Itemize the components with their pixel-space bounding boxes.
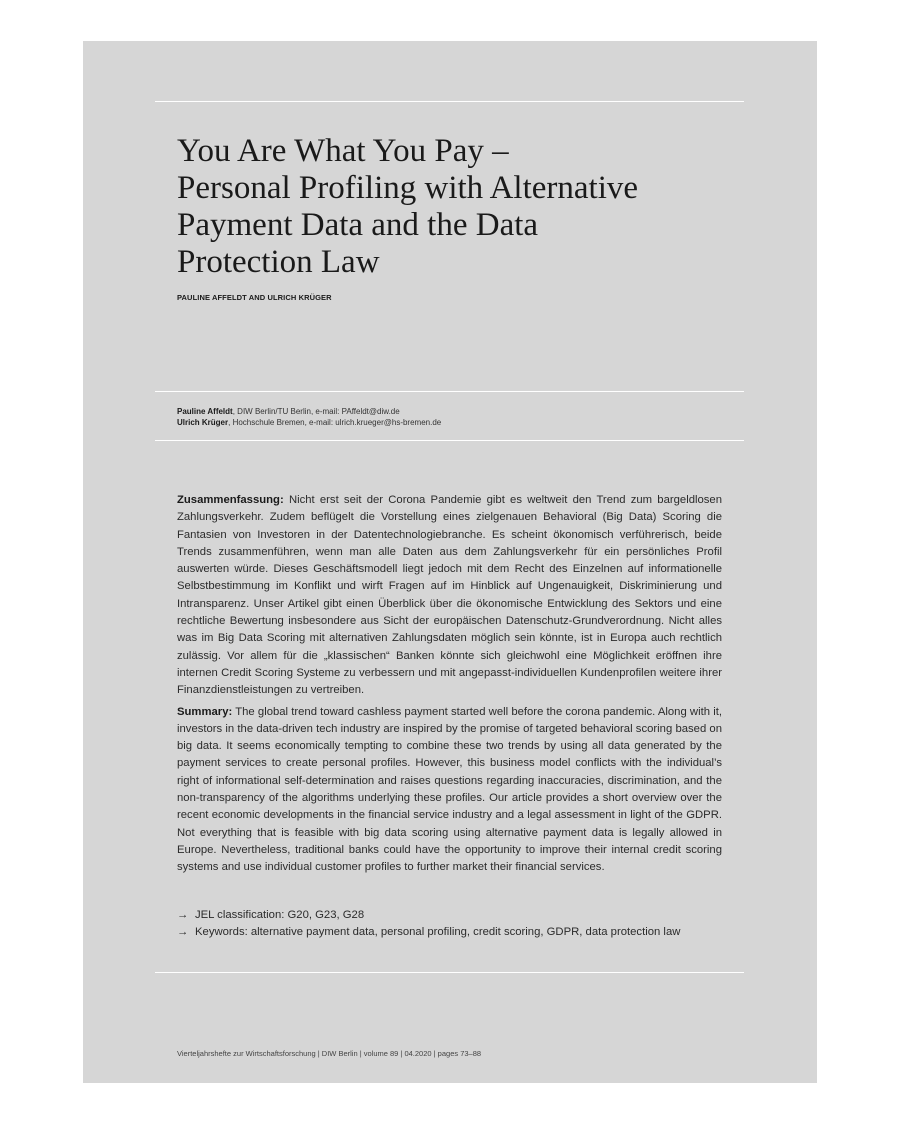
summary-text: The global trend toward cashless payment started well before the corona pandemic. Along with it, investors in the data-driven tech industry are inspired by the promise of targeted behavioral scoring based on big data. It seems economically tempting to combine these two trends by using all data generated by the payment services to create personal profiles. However, this business model conflicts with the individual’s right of informational self-determination and raises questions regarding inaccuracies, discrimination, and the non-transparency of the algorithms underlying these profiles. Our article provides a short overview over the recent economic developments in the financial service industry and a legal assessment in light of the GDPR. Not everything that is feasible with big data scoring using alternative payment data is legally allowed in Europe. Nevertheless, traditional banks could have the opportunity to improve their internal credit scoring systems and use individual customer profiles to further market their financial services.	[177, 705, 723, 874]
keywords	[177, 924, 680, 941]
affiliation-name: Ulrich Krüger	[177, 418, 229, 427]
keywords-text: Keywords: alternative payment data, personal profiling, credit scoring, GDPR, data protection law	[195, 926, 681, 939]
paper-page	[83, 41, 817, 1083]
affiliation-name: Pauline Affeldt	[177, 407, 233, 416]
zusammenfassung-label: Zusammenfassung:	[177, 494, 284, 506]
arrow-right-icon: →	[177, 909, 189, 921]
jel-text: JEL classification: G20, G23, G28	[195, 909, 365, 921]
affiliation-item	[177, 417, 441, 428]
affiliation-item	[177, 406, 441, 417]
top-rule	[155, 101, 744, 102]
classification-list	[177, 907, 680, 942]
journal-footer: Vierteljahrshefte zur Wirtschaftsforschung | DIW Berlin | volume 89 | 04.2020 | pages 73–88	[177, 1049, 482, 1058]
summary-paragraph	[177, 704, 722, 877]
title-line: Payment Data and the Data	[177, 207, 539, 243]
title-line: Personal Profiling with Alternative	[177, 170, 639, 206]
author-line: PAULINE AFFELDT AND ULRICH KRÜGER	[177, 293, 332, 302]
affiliations	[177, 406, 441, 428]
zusammenfassung-text: Nicht erst seit der Corona Pandemie gibt es weltweit den Trend zum bargeldlosen Zahlungsverkehr. Zudem beflügelt die Vorstellung eines zielgenauen Behavioral (Big Data) Scoring die Fantasien von Investoren in der Datentechnologiebranche. Es scheint ökonomisch verführerisch, beide Trends zusammenführen, wenn man alle Daten aus dem Zahlungsverkehr für ein persönliches Profil auswerten würde. Dieses Geschäftsmodell liegt jedoch mit dem Recht des Einzelnen auf informationelle Selbstbestimmung im Konflikt und wirft Fragen auf im Hinblick auf Ungenauigkeit, Diskriminierung und Intransparenz. Unser Artikel gibt einen Überblick über die ökonomische Entwicklung des Sektors und eine rechtliche Bewertung insbesondere aus Sicht der europäischen Datenschutz-Grundverordnung. Nicht alles was im Big Data Scoring mit alternativen Zahlungsdaten möglich sein könnte, ist in Europa auch rechtlich zulässig. Vor allem für die „klassischen“ Banken könnte sich gleichwohl eine Möglichkeit eröffnen ihre internen Credit Scoring Systeme zu verbessern und mit angepasst-individuellen Kundenprofilen weitere ihrer Finanzdienstleistungen zu vertreiben.	[177, 494, 723, 697]
abstract-section	[177, 492, 722, 881]
bottom-rule	[155, 972, 744, 973]
paper-title	[177, 133, 737, 281]
jel-classification	[177, 907, 680, 924]
zusammenfassung-paragraph	[177, 492, 722, 700]
affiliation-bottom-rule	[155, 440, 744, 441]
title-line: You Are What You Pay –	[177, 133, 509, 169]
affiliation-top-rule	[155, 391, 744, 392]
affiliation-detail: , Hochschule Bremen, e-mail: ulrich.krueger@hs-bremen.de	[228, 418, 442, 427]
summary-label: Summary:	[177, 705, 233, 718]
title-line: Protection Law	[177, 244, 380, 280]
arrow-right-icon: →	[177, 926, 189, 939]
affiliation-detail: , DIW Berlin/TU Berlin, e-mail: PAffeldt@diw.de	[232, 407, 400, 416]
